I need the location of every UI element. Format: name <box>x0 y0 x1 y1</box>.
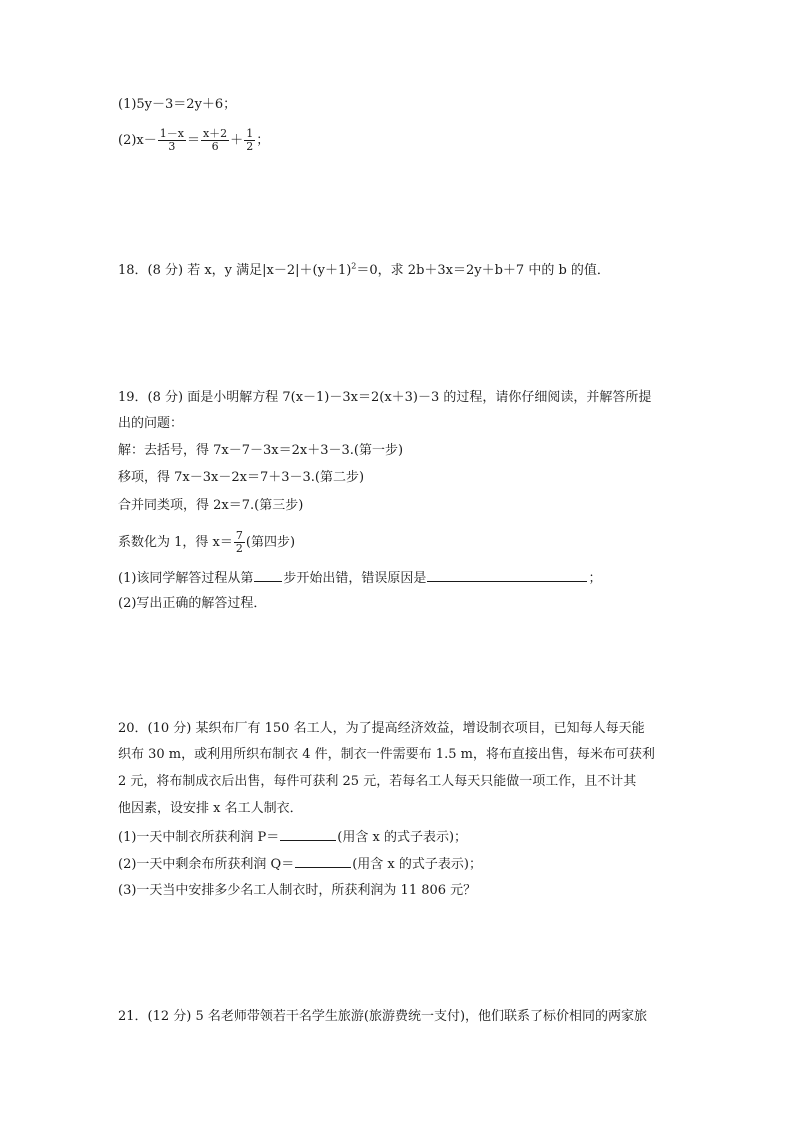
fraction: $\frac{1-x}{3}$ <box>159 127 184 153</box>
answer-blank-reason[interactable] <box>427 568 587 582</box>
problem-20-q1: (1)一天中制衣所获利润 P＝ (用含 x 的式子表示)； <box>118 827 467 847</box>
solution-step-4: 系数化为 1，得 x＝ $\frac{7}{2}$ (第四步) <box>118 529 296 555</box>
problem-20-q2: (2)一天中剩余布所获利润 Q＝ (用含 x 的式子表示)； <box>118 854 482 874</box>
solution-step-1: 解：去括号，得 7x－7－3x＝2x＋3－3.(第一步) <box>118 443 404 458</box>
problem-20-line1: 20．(10 分) 某织布厂有 150 名工人，为了提高经济效益，增设制衣项目，已知每人每天能 <box>118 721 645 736</box>
problem-19-q2: (2)写出正确的解答过程． <box>118 596 267 611</box>
answer-blank-q[interactable] <box>295 854 351 868</box>
solution-step-3: 合并同类项，得 2x＝7.(第三步) <box>118 498 304 513</box>
fraction: $\frac{7}{2}$ <box>235 529 243 555</box>
problem-18: 18．(8 分) 若 x，y 满足$|x-2|+(y+1)^2=0$，求 2b＋3x＝2y＋b＋7 中的 b 的值． <box>118 261 610 278</box>
problem-20-line4: 他因素，设安排 x 名工人制衣． <box>118 801 303 816</box>
problem-21-line1: 21．(12 分) 5 名老师带领若干名学生旅游(旅游费统一支付)，他们联系了标价相同的两家旅 <box>118 1009 648 1024</box>
answer-blank-step[interactable] <box>254 568 282 582</box>
fraction: $\frac{1}{2}$ <box>246 127 254 153</box>
problem-19-q1: (1)该同学解答过程从第 步开始出错，错误原因是 ； <box>118 568 601 588</box>
fraction: $\frac{x+2}{6}$ <box>202 127 228 153</box>
p17-item2: (2)x－ $\frac{1-x}{3}$ ＝ $\frac{x+2}{6}$ ＋ $\frac{1}{2}$ ； <box>118 127 270 153</box>
problem-19-line1: 19．(8 分) 面是小明解方程 7(x－1)－3x＝2(x＋3)－3 的过程，请你仔细阅读，并解答所提 <box>118 390 652 405</box>
problem-20-line2: 织布 30 m，或利用所织布制衣 4 件，制衣一件需要布 1.5 m，将布直接出售，每米布可获利 <box>118 747 655 762</box>
p17-item1: (1)5y－3＝2y＋6； <box>118 97 237 112</box>
problem-20-q3: (3)一天当中安排多少名工人制衣时，所获利润为 11 806 元？ <box>118 883 477 898</box>
answer-blank-p[interactable] <box>280 827 336 841</box>
problem-20-line3: 2 元，将布制成衣后出售，每件可获利 25 元，若每名工人每天只能做一项工作，且不计其 <box>118 774 637 789</box>
problem-19-line2: 出的问题： <box>118 416 184 431</box>
solution-step-2: 移项，得 7x－3x－2x＝7＋3－3.(第二步) <box>118 470 365 485</box>
